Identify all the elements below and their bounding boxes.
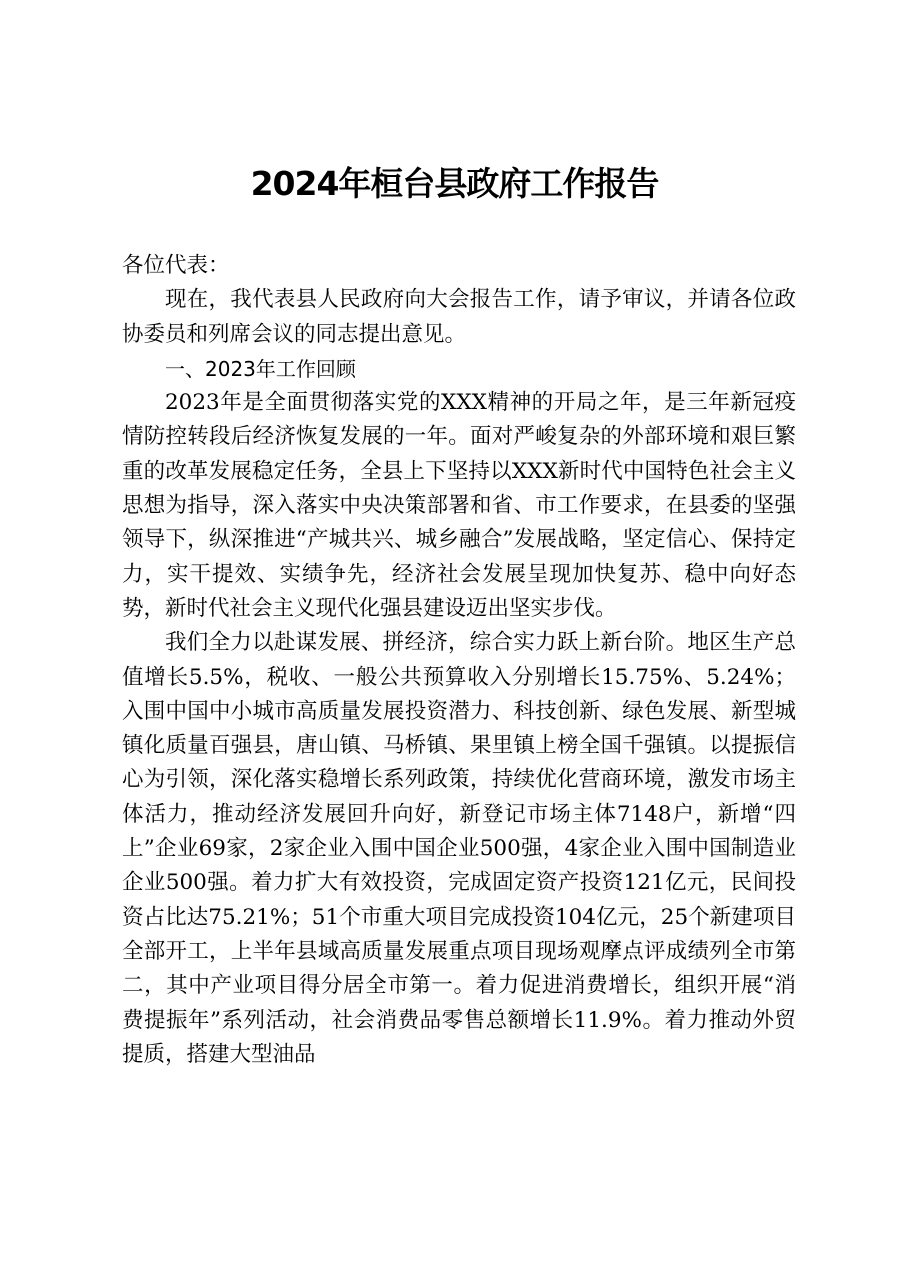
section-paragraph-economy: 我们全力以赴谋发展、拼经济，综合实力跃上新台阶。地区生产总值增长5.5%，税收、一般公共预算收入分别增长15.75%、5.24%；入围中国中小城市高质量发展投资潜力、科技创新、绿色发展、新型城镇化质量百强县，唐山镇、马桥镇、果里镇上榜全国千强镇。以提振信心为引领，深化落实稳增长系列政策，持续优化营商环境，激发市场主体活力，推动经济发展回升向好，新登记市场主体7148户，新增“四上”企业69家，2家企业入围中国企业500强，4家企业入围中国制造业企业500强。着力扩大有效投资，完成固定资产投资121亿元，民间投资占比达75.21%；51个市重大项目完成投资104亿元，25个新建项目全部开工，上半年县域高质量发展重点项目现场观摩点评成绩列全市第二，其中产业项目得分居全市第一。着力促进消费增长，组织开展“消费提振年”系列活动，社会消费品零售总额增长11.9%。着力推动外贸提质，搭建大型油品: [122, 630, 796, 1067]
document-body: [122, 249, 796, 1072]
section-paragraph-overview: 2023年是全面贯彻落实党的XXX精神的开局之年，是三年新冠疫情防控转段后经济恢复发展的一年。面对严峻复杂的外部环境和艰巨繁重的改革发展稳定任务，全县上下坚持以XXX新时代中国特色社会主义思想为指导，深入落实中央决策部署和省、市工作要求，在县委的坚强领导下，纵深推进“产城共兴、城乡融合”发展战略，坚定信心、保持定力，实干提效、实绩争先，经济社会发展呈现加快复苏、稳中向好态势，新时代社会主义现代化强县建设迈出坚实步伐。: [122, 390, 796, 621]
section-heading: 一、2023年工作回顾: [165, 356, 356, 381]
salutation: 各位代表：: [122, 253, 230, 278]
opening-paragraph: 现在，我代表县人民政府向大会报告工作，请予审议，并请各位政协委员和列席会议的同志提出意见。: [122, 287, 796, 347]
document-title: 2024年桓台县政府工作报告: [250, 164, 659, 203]
